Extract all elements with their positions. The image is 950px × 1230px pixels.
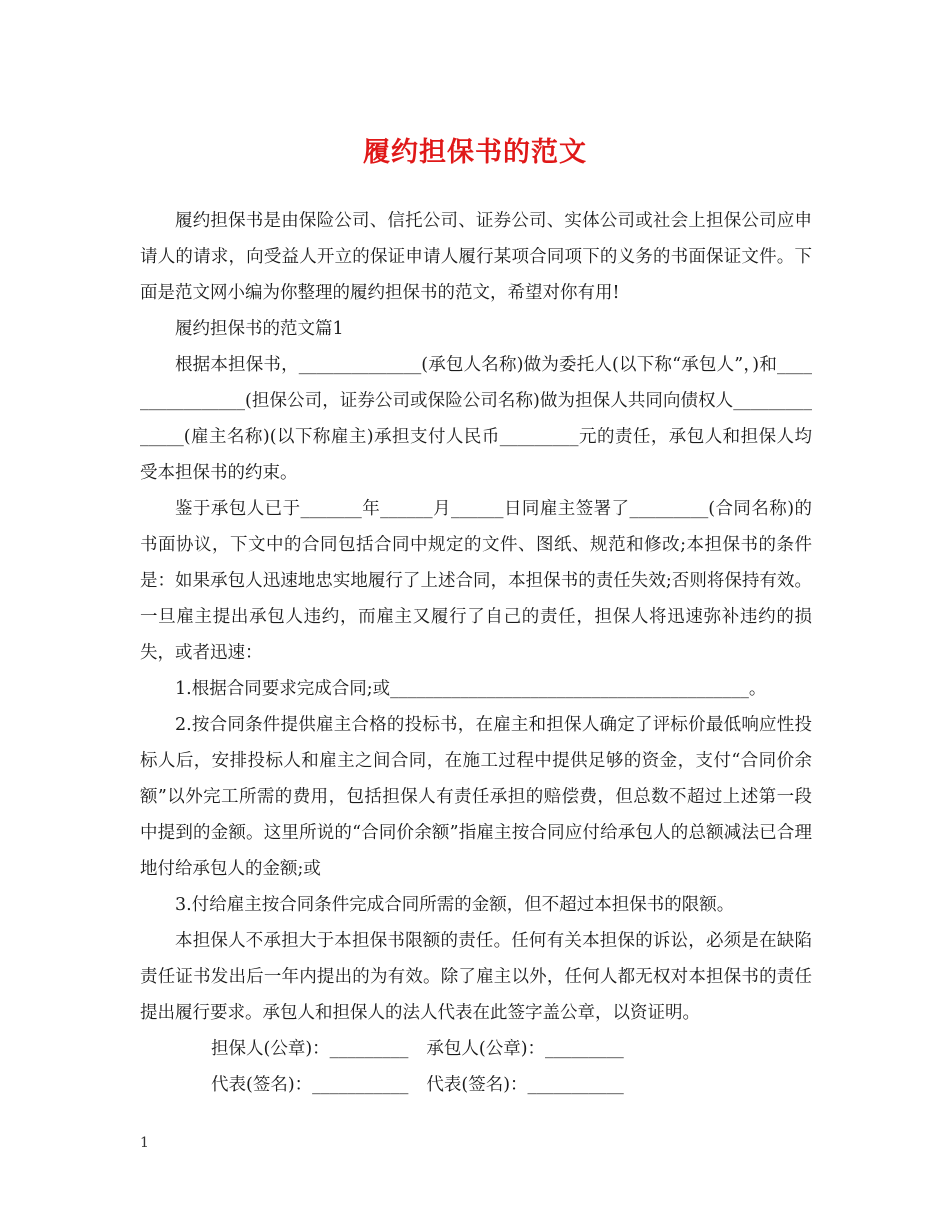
signature-row-seal: [140, 1031, 812, 1067]
guarantor-representative-field: 代表(签名)：___________: [211, 1075, 409, 1095]
paragraph-conditions: 鉴于承包人已于_______年______月______日同雇主签署了_________(合同名称)的书面协议，下文中的合同包括合同中规定的文件、图纸、规范和修改;本担保书的条件是：如果承包人迅速地忠实地履行了上述合同，本担保书的责任失效;否则将保持有效。一旦雇主提出承包人违约，而雇主又履行了自己的责任，担保人将迅速弥补违约的损失，或者迅速：: [140, 499, 812, 663]
clause-1: 1.根据合同要求完成合同;或_________________________________________。: [175, 679, 767, 699]
clause-3: 3.付给雇主按合同条件完成合同所需的金额，但不超过本担保书的限额。: [175, 895, 735, 915]
clause-2: 2.按合同条件提供雇主合格的投标书，在雇主和担保人确定了评标价最低响应性投标人后，安排投标人和雇主之间合同，在施工过程中提供足够的资金，支付“合同价余额”以外完工所需的费用，包括担保人有责任承担的赔偿费，但总数不超过上述第一段中提到的金额。这里所说的“合同价余额”指雇主按合同应付给承包人的总额减法已合理地付给承包人的金额;或: [140, 715, 812, 879]
signature-row-representative: [140, 1067, 812, 1103]
page-number: 1: [140, 1135, 149, 1151]
document-title: 履约担保书的范文: [363, 137, 587, 168]
paragraph-intro: 履约担保书是由保险公司、信托公司、证券公司、实体公司或社会上担保公司应申请人的请求，向受益人开立的保证申请人履行某项合同项下的义务的书面保证文件。下面是范文网小编为你整理的履约担保书的范文，希望对你有用!: [140, 211, 812, 303]
paragraph-liability: 本担保人不承担大于本担保书限额的责任。任何有关本担保的诉讼，必须是在缺陷责任证书发出后一年内提出的为有效。除了雇主以外，任何人都无权对本担保书的责任提出履行要求。承包人和担保人的法人代表在此签字盖公章，以资证明。: [140, 931, 812, 1023]
contractor-seal-field: 承包人(公章)：_________: [426, 1039, 624, 1059]
contractor-representative-field: 代表(签名)：___________: [426, 1075, 624, 1095]
paragraph-parties: 根据本担保书，______________(承包人名称)做为委托人(以下称“承包人”，)和________________(担保公司，证券公司或保险公司名称)做为担保人共同向债权人______________(雇主名称)(以下称雇主)承担支付人民币_________元的责任，承包人和担保人均受本担保书的约束。: [140, 355, 812, 483]
section-heading: 履约担保书的范文篇1: [175, 319, 344, 339]
document-body: [140, 203, 812, 1103]
guarantor-seal-field: 担保人(公章)：_________: [211, 1039, 409, 1059]
